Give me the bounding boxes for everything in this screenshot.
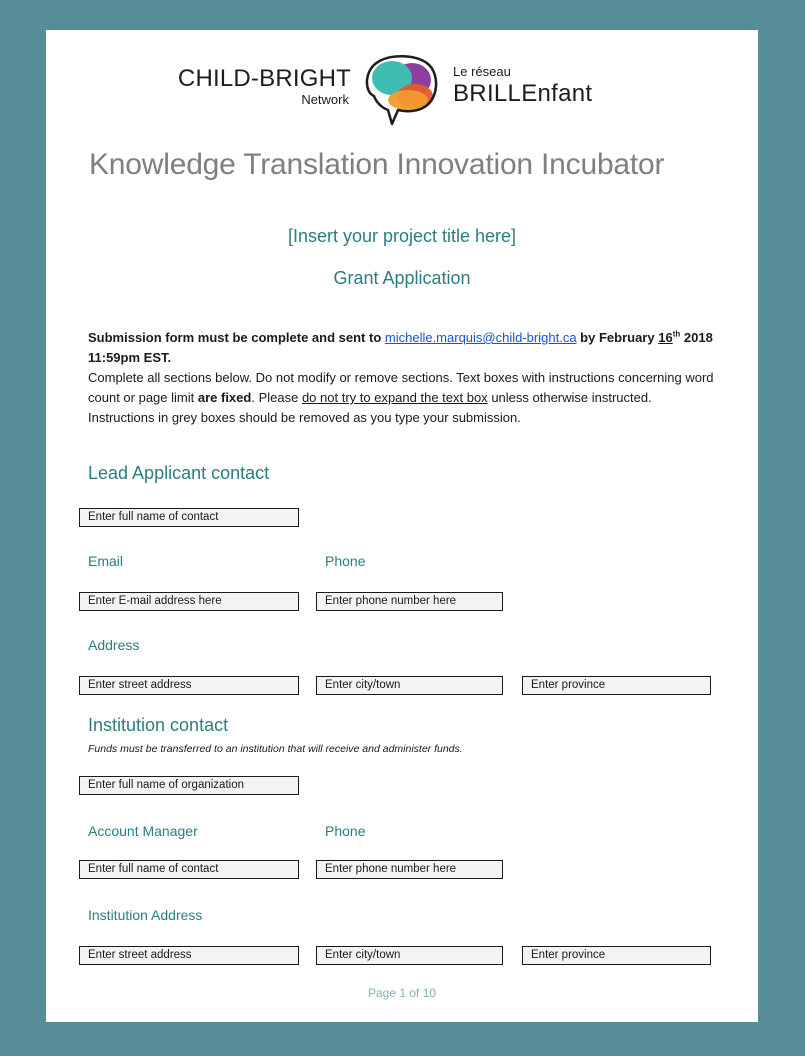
project-title-placeholder[interactable]: [Insert your project title here] [287,226,517,246]
intro-underlined: do not try to expand the text box [301,390,488,405]
page-number: Page 1 of 10 [367,986,437,1000]
logo-french [453,64,592,108]
intro-date-sup: th [672,329,681,339]
lead-email-label: Email [88,553,124,569]
lead-name-input[interactable]: Enter full name of contact [79,508,299,527]
lead-street-input[interactable]: Enter street address [79,676,299,695]
logo-fr-name: BRILLEnfant [453,80,593,107]
lead-province-input[interactable]: Enter province [522,676,711,695]
grant-application-subtitle: Grant Application [333,268,471,288]
contact-email-link[interactable]: michelle.marquis@child-bright.ca [384,330,577,345]
institution-province-input[interactable]: Enter province [522,946,711,965]
document-page [46,30,758,1022]
logo-en-sub: Network [301,92,349,107]
intro-bold-fixed: are fixed [197,390,252,405]
intro-bold-lead: Submission form must be complete and sent to [88,330,382,345]
intro-date-day: 16 [658,330,673,345]
lead-phone-label: Phone [325,553,366,569]
intro-bold-by: by February [580,330,655,345]
brain-logo-icon [360,52,440,130]
institution-contact-heading: Institution contact [88,715,229,735]
institution-note: Funds must be transferred to an institution that will receive and administer funds. [88,743,463,755]
lead-phone-input[interactable]: Enter phone number here [316,592,503,611]
institution-address-label: Institution Address [88,907,203,923]
institution-street-input[interactable]: Enter street address [79,946,299,965]
account-manager-label: Account Manager [88,823,198,839]
intro-date-rest: 2018 11:59pm EST. [88,330,713,365]
institution-phone-input[interactable]: Enter phone number here [316,860,503,879]
lead-applicant-heading: Lead Applicant contact [88,463,270,483]
logo-en-name: CHILD-BRIGHT [177,65,351,92]
page-title: Knowledge Translation Innovation Incubator [89,148,665,181]
lead-city-input[interactable]: Enter city/town [316,676,503,695]
submission-instructions [88,328,718,428]
intro-text-2: . Please [251,390,299,405]
institution-phone-label: Phone [325,823,366,839]
logo-english [166,66,351,108]
account-manager-input[interactable]: Enter full name of contact [79,860,299,879]
lead-address-label: Address [88,637,140,653]
logo-fr-prefix: Le réseau [453,64,511,79]
institution-city-input[interactable]: Enter city/town [316,946,503,965]
intro-text-3: unless otherwise instructed. Instructions in grey boxes should be removed as you type your submission. [88,390,652,425]
lead-email-input[interactable]: Enter E-mail address here [79,592,299,611]
intro-text-1: Complete all sections below. Do not modify or remove sections. Text boxes with instructions concerning word count or page limit [88,370,714,405]
institution-org-input[interactable]: Enter full name of organization [79,776,299,795]
